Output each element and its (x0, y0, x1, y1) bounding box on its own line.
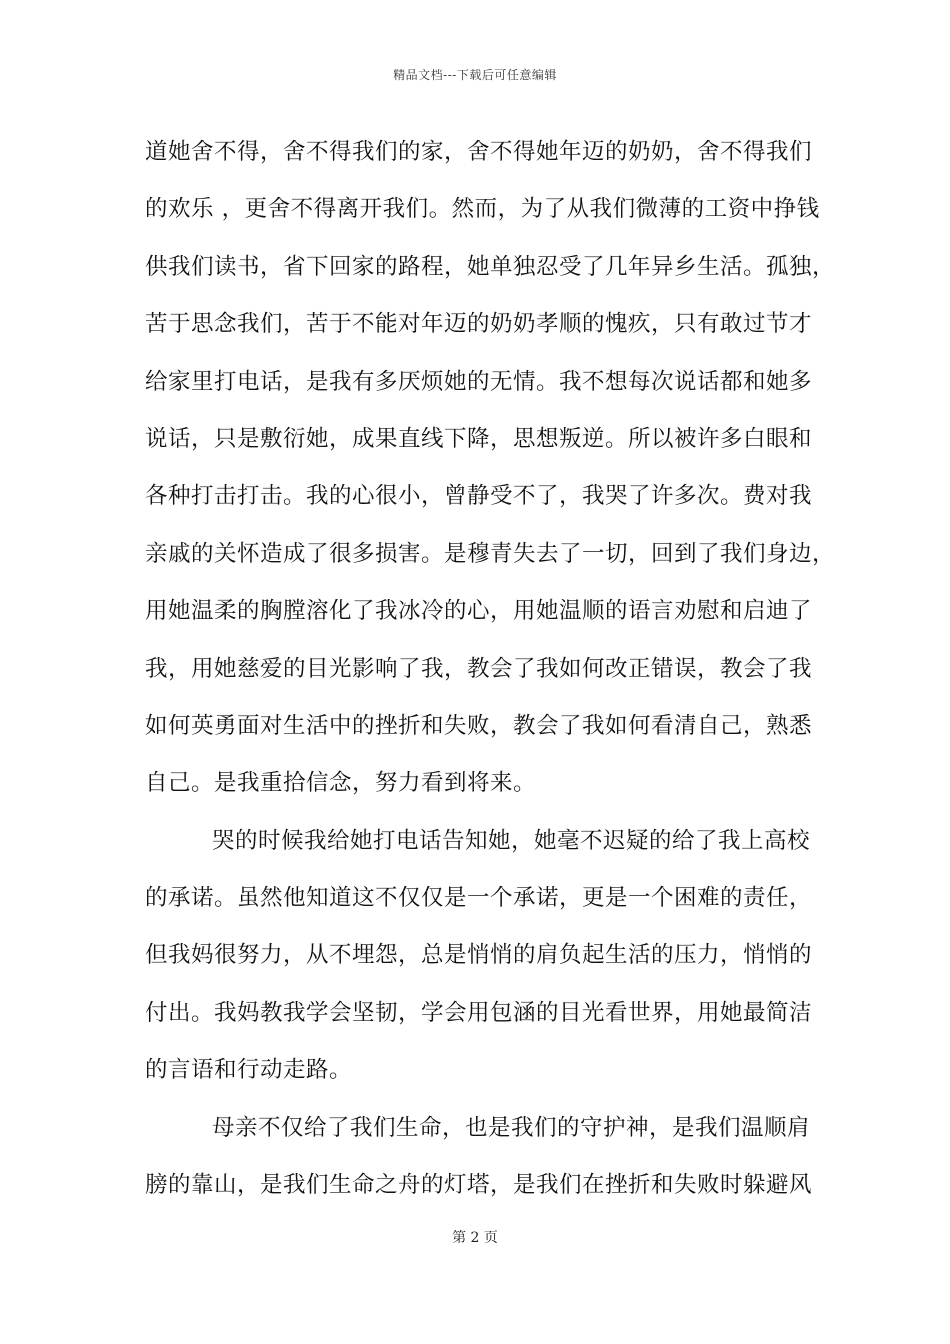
text-line: 说话，只是敷衍她，成果直线下降，思想叛逆。所以被许多白眼和 (145, 425, 813, 452)
paragraph (145, 813, 815, 1100)
text-line: 的欢乐 ，更舍不得离开我们。然而，为了从我们微薄的工资中挣钱 (145, 196, 820, 223)
text-line: 膀的靠山，是我们生命之舟的灯塔，是我们在挫折和失败时躲避风 (145, 1172, 813, 1199)
text-line: 的言语和行动走路。 (145, 1057, 353, 1084)
text-line: 的承诺。虽然他知道这不仅仅是一个承诺，更是一个困难的责任， (145, 885, 813, 912)
text-line: 但我妈很努力，从不埋怨，总是悄悄的肩负起生活的压力，悄悄的 (145, 942, 813, 969)
text-line: 如何英勇面对生活中的挫折和失败，教会了我如何看清自己，熟悉 (145, 712, 813, 739)
document-body (145, 124, 836, 1214)
text-line: 用她温柔的胸膛溶化了我冰冷的心，用她温顺的语言劝慰和启迪了 (145, 598, 813, 625)
text-line: 道她舍不得，舍不得我们的家，舍不得她年迈的奶奶，舍不得我们 (145, 139, 813, 165)
text-line: 亲戚的关怀造成了很多损害。是穆青失去了一切，回到了我们身边， (145, 540, 836, 567)
page-header: 精品文档---下载后可任意编辑 (393, 68, 557, 82)
text-line: 母亲不仅给了我们生命，也是我们的守护神，是我们温顺肩 (212, 1114, 811, 1141)
text-line: 给家里打电话，是我有多厌烦她的无情。我不想每次说话都和她多 (145, 368, 813, 395)
paragraph (145, 124, 836, 813)
text-line: 供我们读书，省下回家的路程，她单独忍受了几年异乡生活。孤独， (145, 253, 836, 280)
text-line: 各种打击打击。我的心很小，曾静受不了，我哭了许多次。费对我 (145, 483, 813, 510)
text-line: 哭的时候我给她打电话告知她，她毫不迟疑的给了我上高校 (212, 827, 811, 854)
text-line: 付出。我妈教我学会坚韧，学会用包涵的目光看世界，用她最简洁 (145, 999, 813, 1026)
text-line: 苦于思念我们，苦于不能对年迈的奶奶孝顺的愧疚，只有敢过节才 (145, 311, 813, 338)
text-line: 我，用她慈爱的目光影响了我，教会了我如何改正错误，教会了我 (145, 655, 813, 682)
text-line: 自己。是我重拾信念，努力看到将来。 (145, 770, 537, 797)
page-number: 第 2 页 (452, 1230, 498, 1246)
paragraph (145, 1100, 815, 1215)
